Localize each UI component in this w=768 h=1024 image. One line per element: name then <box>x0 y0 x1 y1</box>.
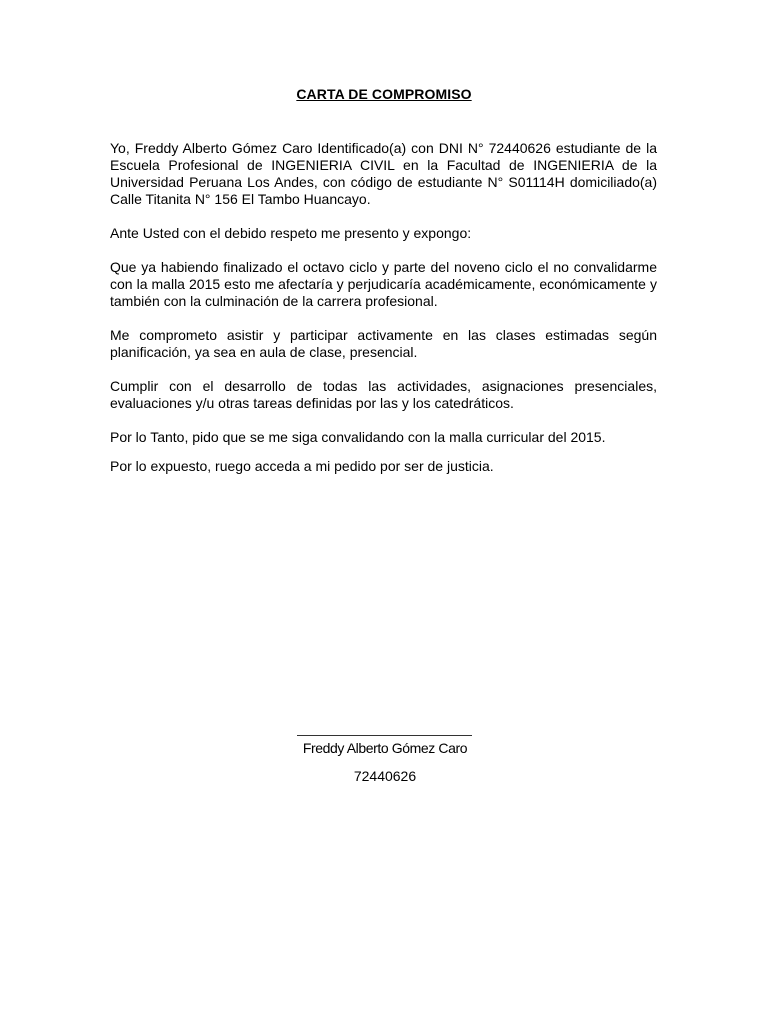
signature-dni: 72440626 <box>353 768 417 784</box>
paragraph-situation: Que ya habiendo finalizado el octavo ciclo y parte del noveno ciclo el no convalidarme con la malla 2015 esto me afectaría y perjudicaría académicamente, económicamente y también con la culminación de la carrera profesional. <box>110 259 657 309</box>
signature-name: Freddy Alberto Gómez Caro <box>302 740 468 756</box>
letter-body <box>110 140 657 475</box>
paragraph-identification: Yo, Freddy Alberto Gómez Caro Identificado(a) con DNI N° 72440626 estudiante de la Escuela Profesional de INGENIERIA CIVIL en la Facultad de INGENIERIA de la Universidad Peruana Los Andes, con código de estudiante N° S01114H domiciliado(a) Calle Titanita N° 156 El Tambo Huancayo. <box>110 140 657 207</box>
paragraph-commitment-activities: Cumplir con el desarrollo de todas las actividades, asignaciones presenciales, evaluaciones y/u otras tareas definidas por las y los catedráticos. <box>110 378 657 411</box>
paragraph-request: Por lo Tanto, pido que se me siga convalidando con la malla curricular del 2015. <box>110 429 606 445</box>
document-title: CARTA DE COMPROMISO <box>296 86 472 102</box>
paragraph-greeting: Ante Usted con el debido respeto me presento y expongo: <box>110 225 472 241</box>
paragraph-closing: Por lo expuesto, ruego acceda a mi pedido por ser de justicia. <box>110 458 494 474</box>
signature-line <box>297 735 472 736</box>
paragraph-commitment-attendance: Me comprometo asistir y participar activamente en las clases estimadas según planificación, ya sea en aula de clase, presencial. <box>110 327 657 360</box>
